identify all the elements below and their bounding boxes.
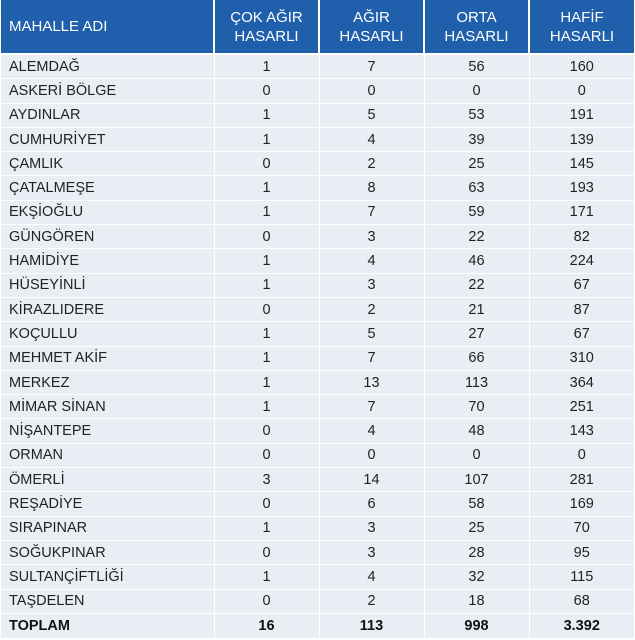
neighborhood-name: ÇATALMEŞE xyxy=(1,176,214,200)
neighborhood-name: HAMİDİYE xyxy=(1,249,214,273)
agir-value: 4 xyxy=(319,127,424,151)
hafif-value: 224 xyxy=(529,249,634,273)
hafif-value: 82 xyxy=(529,225,634,249)
hafif-value: 139 xyxy=(529,127,634,151)
table-row xyxy=(1,127,634,151)
table-header xyxy=(1,0,634,54)
agir-value: 0 xyxy=(319,79,424,103)
cok-agir-value: 0 xyxy=(214,443,319,467)
neighborhood-name: MERKEZ xyxy=(1,370,214,394)
hafif-value: 191 xyxy=(529,103,634,127)
cok-agir-value: 0 xyxy=(214,540,319,564)
neighborhood-name: SIRAPINAR xyxy=(1,516,214,540)
orta-value: 58 xyxy=(424,492,529,516)
hafif-value: 169 xyxy=(529,492,634,516)
orta-value: 39 xyxy=(424,127,529,151)
orta-value: 28 xyxy=(424,540,529,564)
total-hafif: 3.392 xyxy=(529,613,634,638)
hafif-value: 87 xyxy=(529,297,634,321)
orta-value: 59 xyxy=(424,200,529,224)
agir-value: 14 xyxy=(319,468,424,492)
cok-agir-value: 1 xyxy=(214,176,319,200)
orta-value: 113 xyxy=(424,370,529,394)
agir-value: 2 xyxy=(319,152,424,176)
table-row xyxy=(1,225,634,249)
neighborhood-name: MEHMET AKİF xyxy=(1,346,214,370)
cok-agir-value: 1 xyxy=(214,565,319,589)
table-row xyxy=(1,200,634,224)
orta-value: 107 xyxy=(424,468,529,492)
hafif-value: 310 xyxy=(529,346,634,370)
hafif-value: 115 xyxy=(529,565,634,589)
orta-value: 53 xyxy=(424,103,529,127)
neighborhood-name: ALEMDAĞ xyxy=(1,54,214,79)
agir-value: 8 xyxy=(319,176,424,200)
hafif-value: 95 xyxy=(529,540,634,564)
cok-agir-value: 1 xyxy=(214,370,319,394)
agir-value: 13 xyxy=(319,370,424,394)
total-cok-agir: 16 xyxy=(214,613,319,638)
table-row xyxy=(1,395,634,419)
table-row xyxy=(1,419,634,443)
table-row xyxy=(1,79,634,103)
neighborhood-name: EKŞİOĞLU xyxy=(1,200,214,224)
orta-value: 66 xyxy=(424,346,529,370)
agir-value: 5 xyxy=(319,103,424,127)
column-header-cok-agir-line2: HASARLI xyxy=(234,27,299,45)
table-row xyxy=(1,297,634,321)
neighborhood-name: ÖMERLİ xyxy=(1,468,214,492)
orta-value: 25 xyxy=(424,152,529,176)
column-header-cok-agir-line1: ÇOK AĞIR xyxy=(230,8,303,26)
column-header-orta-line2: HASARLI xyxy=(444,27,509,45)
hafif-value: 67 xyxy=(529,273,634,297)
neighborhood-name: KİRAZLIDERE xyxy=(1,297,214,321)
hafif-value: 67 xyxy=(529,322,634,346)
orta-value: 46 xyxy=(424,249,529,273)
neighborhood-name: KOÇULLU xyxy=(1,322,214,346)
total-label: TOPLAM xyxy=(1,613,214,638)
agir-value: 4 xyxy=(319,565,424,589)
cok-agir-value: 0 xyxy=(214,297,319,321)
hafif-value: 70 xyxy=(529,516,634,540)
column-header-hafif-line2: HASARLI xyxy=(549,27,615,45)
agir-value: 7 xyxy=(319,54,424,79)
neighborhood-name: REŞADİYE xyxy=(1,492,214,516)
agir-value: 7 xyxy=(319,395,424,419)
cok-agir-value: 1 xyxy=(214,322,319,346)
neighborhood-name: MİMAR SİNAN xyxy=(1,395,214,419)
agir-value: 3 xyxy=(319,516,424,540)
table-footer xyxy=(1,613,634,638)
agir-value: 4 xyxy=(319,249,424,273)
orta-value: 48 xyxy=(424,419,529,443)
orta-value: 18 xyxy=(424,589,529,613)
total-orta: 998 xyxy=(424,613,529,638)
table-row xyxy=(1,370,634,394)
damage-table xyxy=(1,0,634,638)
neighborhood-name: SULTANÇİFTLİĞİ xyxy=(1,565,214,589)
hafif-value: 193 xyxy=(529,176,634,200)
cok-agir-value: 1 xyxy=(214,127,319,151)
neighborhood-name: HÜSEYİNLİ xyxy=(1,273,214,297)
column-header-hafif xyxy=(529,0,634,54)
hafif-value: 145 xyxy=(529,152,634,176)
cok-agir-value: 0 xyxy=(214,419,319,443)
table-row xyxy=(1,468,634,492)
agir-value: 7 xyxy=(319,346,424,370)
orta-value: 0 xyxy=(424,79,529,103)
column-header-name-label: MAHALLE ADI xyxy=(9,18,108,35)
cok-agir-value: 1 xyxy=(214,54,319,79)
table-row xyxy=(1,589,634,613)
table-row xyxy=(1,273,634,297)
agir-value: 6 xyxy=(319,492,424,516)
cok-agir-value: 0 xyxy=(214,225,319,249)
orta-value: 21 xyxy=(424,297,529,321)
total-agir: 113 xyxy=(319,613,424,638)
hafif-value: 68 xyxy=(529,589,634,613)
cok-agir-value: 3 xyxy=(214,468,319,492)
column-header-hafif-line1: HAFİF xyxy=(560,8,604,26)
hafif-value: 0 xyxy=(529,79,634,103)
table-row xyxy=(1,346,634,370)
agir-value: 2 xyxy=(319,297,424,321)
orta-value: 0 xyxy=(424,443,529,467)
neighborhood-name: ORMAN xyxy=(1,443,214,467)
agir-value: 4 xyxy=(319,419,424,443)
table-row xyxy=(1,443,634,467)
cok-agir-value: 1 xyxy=(214,346,319,370)
cok-agir-value: 0 xyxy=(214,492,319,516)
orta-value: 63 xyxy=(424,176,529,200)
table-row xyxy=(1,322,634,346)
agir-value: 7 xyxy=(319,200,424,224)
neighborhood-name: CUMHURİYET xyxy=(1,127,214,151)
orta-value: 25 xyxy=(424,516,529,540)
agir-value: 3 xyxy=(319,540,424,564)
hafif-value: 251 xyxy=(529,395,634,419)
table-row xyxy=(1,54,634,79)
neighborhood-name: ASKERİ BÖLGE xyxy=(1,79,214,103)
neighborhood-name: AYDINLAR xyxy=(1,103,214,127)
agir-value: 2 xyxy=(319,589,424,613)
column-header-orta-line1: ORTA xyxy=(456,8,497,26)
agir-value: 3 xyxy=(319,225,424,249)
hafif-value: 281 xyxy=(529,468,634,492)
hafif-value: 364 xyxy=(529,370,634,394)
table-row xyxy=(1,176,634,200)
cok-agir-value: 1 xyxy=(214,200,319,224)
cok-agir-value: 1 xyxy=(214,273,319,297)
hafif-value: 171 xyxy=(529,200,634,224)
cok-agir-value: 1 xyxy=(214,395,319,419)
table-row xyxy=(1,565,634,589)
neighborhood-name: TAŞDELEN xyxy=(1,589,214,613)
hafif-value: 143 xyxy=(529,419,634,443)
cok-agir-value: 1 xyxy=(214,516,319,540)
cok-agir-value: 0 xyxy=(214,589,319,613)
orta-value: 70 xyxy=(424,395,529,419)
total-row xyxy=(1,613,634,638)
cok-agir-value: 0 xyxy=(214,152,319,176)
cok-agir-value: 1 xyxy=(214,103,319,127)
column-header-agir xyxy=(319,0,424,54)
agir-value: 3 xyxy=(319,273,424,297)
table-body xyxy=(1,54,634,613)
neighborhood-name: NİŞANTEPE xyxy=(1,419,214,443)
orta-value: 22 xyxy=(424,225,529,249)
cok-agir-value: 0 xyxy=(214,79,319,103)
neighborhood-name: SOĞUKPINAR xyxy=(1,540,214,564)
agir-value: 0 xyxy=(319,443,424,467)
column-header-orta xyxy=(424,0,529,54)
header-row xyxy=(1,0,634,54)
neighborhood-name: GÜNGÖREN xyxy=(1,225,214,249)
orta-value: 27 xyxy=(424,322,529,346)
table-row xyxy=(1,516,634,540)
table-row xyxy=(1,152,634,176)
orta-value: 56 xyxy=(424,54,529,79)
cok-agir-value: 1 xyxy=(214,249,319,273)
column-header-cok-agir xyxy=(214,0,319,54)
column-header-agir-line2: HASARLI xyxy=(339,27,404,45)
column-header-name xyxy=(1,0,214,54)
table-row xyxy=(1,249,634,273)
orta-value: 22 xyxy=(424,273,529,297)
agir-value: 5 xyxy=(319,322,424,346)
column-header-agir-line1: AĞIR xyxy=(353,8,390,26)
table-row xyxy=(1,540,634,564)
hafif-value: 160 xyxy=(529,54,634,79)
hafif-value: 0 xyxy=(529,443,634,467)
neighborhood-name: ÇAMLIK xyxy=(1,152,214,176)
orta-value: 32 xyxy=(424,565,529,589)
table-row xyxy=(1,103,634,127)
table-row xyxy=(1,492,634,516)
